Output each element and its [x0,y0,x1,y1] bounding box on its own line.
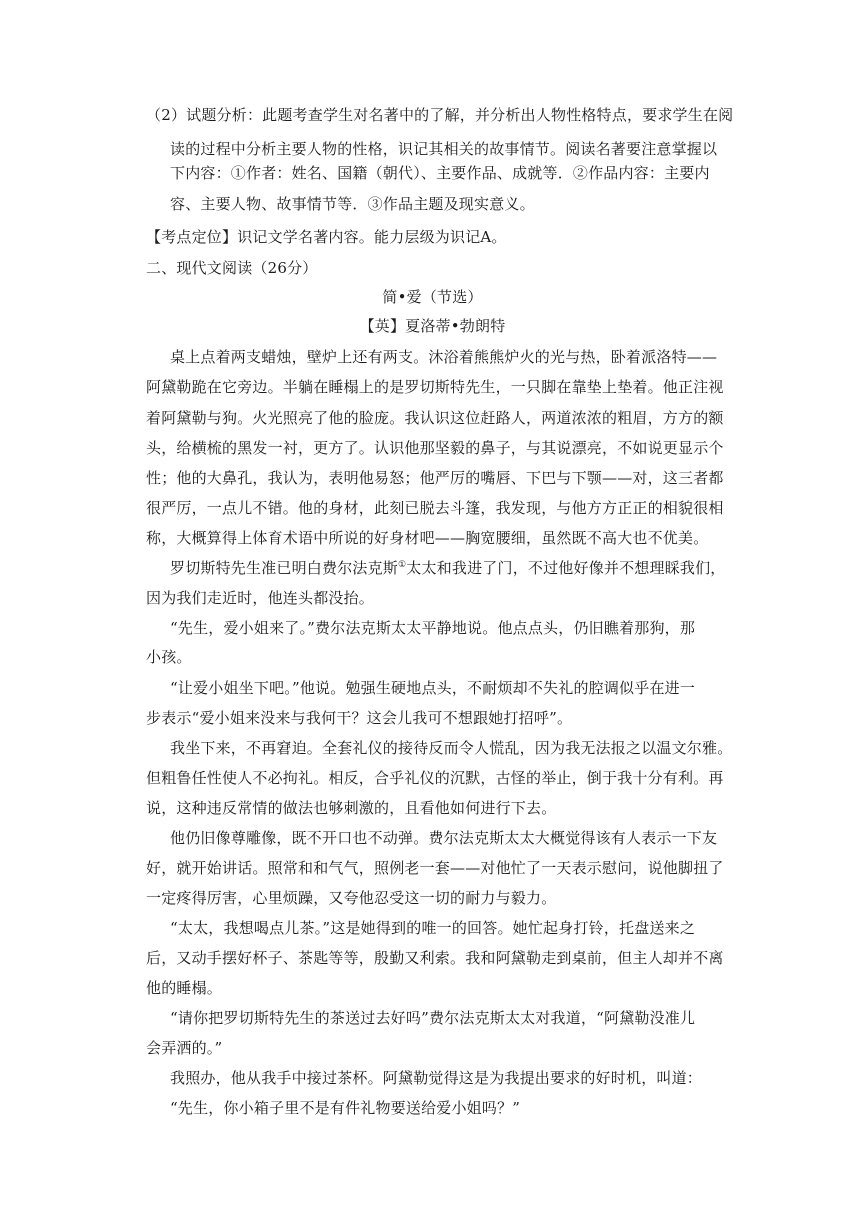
analysis-line-4: 容、主要人物、故事情节等．③作品主题及现实意义。 [170,195,535,213]
p10-line-1: “先生，你小箱子里不是有件礼物要送给爱小姐吗？” [170,1099,521,1117]
p5-line-1: 我坐下来，不再窘迫。全套礼仪的接待反而令人慌乱，因为我无法报之以温文尔雅。 [170,739,733,757]
p5-line-3: 说，这种违反常情的做法也够刺激的，且看他如何进行下去。 [146,799,557,817]
p1-line-2: 阿黛勒跪在它旁边。半躺在睡榻上的是罗切斯特先生，一只脚在靠垫上垫着。他正注视 [146,378,724,396]
footnote-marker: ① [398,560,407,570]
p6-line-3: 一定疼得厉害，心里烦躁，又夸他忍受这一切的耐力与毅力。 [146,889,557,907]
p9-line-1: 我照办，他从我手中接过茶杯。阿黛勒觉得这是为我提出要求的好时机，叫道： [170,1069,703,1087]
p4-line-1: “让爱小姐坐下吧。”他说。勉强生硬地点头，不耐烦却不失礼的腔调似乎在进一 [170,679,696,697]
analysis-line-2: 读的过程中分析主要人物的性格，识记其相关的故事情节。阅读名著要注意掌握以 [170,140,718,158]
p5-line-2: 但粗鲁任性使人不必拘礼。相反，合乎礼仪的沉默，古怪的举止，倒于我十分有利。再 [146,769,724,787]
p1-line-6: 很严厉，一点儿不错。他的身材，此刻已脱去斗篷，我发现，与他方方正正的相貌很相 [146,499,724,517]
p1-line-3: 着阿黛勒与狗。火光照亮了他的脸庞。我认识这位赶路人，两道浓浓的粗眉，方方的额 [146,409,724,427]
p2-line-2: 因为我们走近时，他连头都没抬。 [146,589,375,607]
passage-author: 【英】夏洛蒂•勃朗特 [359,317,506,335]
p8-line-2: 会弄洒的。” [146,1039,223,1057]
analysis-line-1: （2）试题分析：此题考查学生对名著中的了解，并分析出人物性格特点，要求学生在阅 [146,106,734,124]
p6-line-2: 好，就开始讲话。照常和和气气，照例老一套——对他忙了一天表示慰问，说他脚扭了 [146,859,724,877]
p2-line-1-before: 罗切斯特先生准已明白费尔法克斯 [170,559,399,577]
p6-line-1: 他仍旧像尊雕像，既不开口也不动弹。费尔法克斯太太大概觉得该有人表示一下友 [170,829,718,847]
p1-line-1: 桌上点着两支蜡烛，壁炉上还有两支。沐浴着熊熊炉火的光与热，卧着派洛特—— [170,348,718,366]
kaodian-line: 【考点定位】识记文学名著内容。能力层级为识记A。 [146,228,507,246]
p1-line-4: 头，给横梳的黑发一衬，更方了。认识他那坚毅的鼻子，与其说漂亮，不如说更显示个 [146,439,724,457]
p4-line-2: 步表示“爱小姐来没来与我何干？这会儿我可不想跟她打招呼”。 [146,709,573,727]
p7-line-2: 后，又动手摆好杯子、茶匙等等，殷勤又利索。我和阿黛勒走到桌前，但主人却并不离 [146,949,724,967]
p1-line-5: 性；他的大鼻孔，我认为，表明他易怒；他严厉的嘴唇、下巴与下颚——对，这三者都 [146,469,724,487]
p7-line-3: 他的睡榻。 [146,979,223,997]
p3-line-1: “先生，爱小姐来了。”费尔法克斯太太平静地说。他点点头，仍旧瞧着那狗，那 [170,619,696,637]
p2-line-1-after: 太太和我进了门，不过他好像并不想理睬我们， [406,559,726,577]
p8-line-1: “请你把罗切斯特先生的茶送过去好吗”费尔法克斯太太对我道，“阿黛勒没准儿 [170,1009,696,1027]
passage-title: 简•爱（节选） [382,288,483,306]
p2-line-1 [170,558,726,578]
p3-line-2: 小孩。 [146,648,192,666]
p1-line-7: 称，大概算得上体育术语中所说的好身材吧——胸宽腰细，虽然既不高大也不优美。 [146,529,709,547]
p7-line-1: “太太，我想喝点儿茶。”这是她得到的唯一的回答。她忙起身打铃，托盘送来之 [170,919,696,937]
section-heading: 二、现代文阅读（26分） [146,259,318,277]
analysis-line-3: 下内容：①作者：姓名、国籍（朝代）、主要作品、成就等．②作品内容：主要内 [170,164,710,182]
